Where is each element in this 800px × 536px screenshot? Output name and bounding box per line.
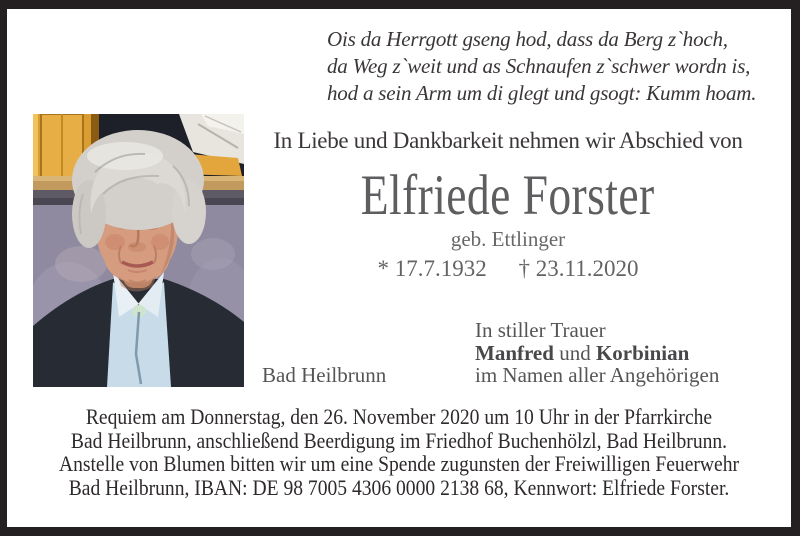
maiden-name: geb. Ettlinger — [450, 227, 566, 251]
announcement-block — [262, 128, 754, 282]
mourning-block — [475, 319, 719, 387]
mourner-name: Korbinian — [595, 340, 690, 365]
death-date: † 23.11.2020 — [518, 256, 639, 281]
funeral-details — [7, 405, 791, 499]
memorial-verse — [327, 26, 756, 107]
conjunction: und — [553, 340, 596, 365]
place-name: Bad Heilbrunn — [262, 363, 387, 387]
deceased-name: Elfriede Forster — [361, 164, 655, 227]
portrait-photo — [33, 114, 244, 387]
details-line: Anstelle von Blumen bitten wir um eine Spende zugunsten der Freiwilligen Feuerwehr — [58, 451, 740, 476]
birth-date: * 17.7.1932 — [377, 256, 487, 281]
details-line: Requiem am Donnerstag, den 26. November 2020 um 10 Uhr in der Pfarrkirche — [85, 404, 713, 429]
life-dates — [262, 256, 754, 282]
portrait-photo-graphic — [33, 114, 244, 387]
mourner-names — [475, 342, 719, 365]
details-line: Bad Heilbrunn, IBAN: DE 98 7005 4306 0000 2138 68, Kennwort: Elfriede Forster. — [68, 474, 730, 500]
verse-line: Ois da Herrgott gseng hod, dass da Berg z`hoch, — [327, 27, 728, 51]
verse-line: hod a sein Arm um di glegt und gsogt: Kumm hoam. — [327, 81, 757, 105]
details-line: Bad Heilbrunn, anschließend Beerdigung im Friedhof Buchenhölzl, Bad Heilbrunn. — [70, 427, 728, 453]
mourning-line: im Namen aller Angehörigen — [475, 363, 720, 387]
mourning-line: In stiller Trauer — [475, 318, 606, 342]
verse-line: da Weg z`weit und as Schnaufen z`schwer wordn is, — [327, 54, 751, 78]
mourner-name: Manfred — [475, 340, 554, 365]
intro-text: In Liebe und Dankbarkeit nehmen wir Abschied von — [273, 128, 743, 153]
